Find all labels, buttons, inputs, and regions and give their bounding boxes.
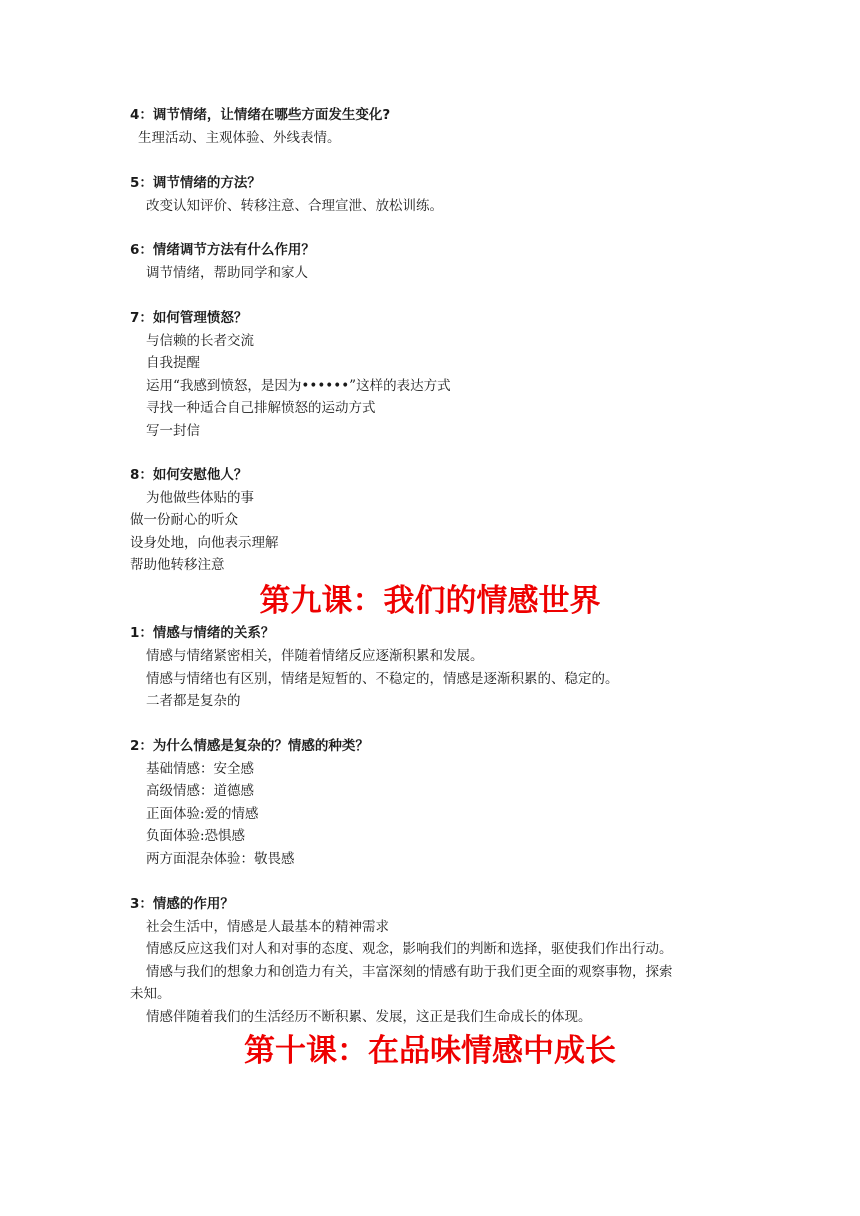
- answer-line: 正面体验:爱的情感: [146, 806, 259, 822]
- question-heading: 6：情绪调节方法有什么作用？: [130, 242, 315, 258]
- answer-line: 自我提醒: [146, 355, 200, 371]
- question-heading: 3：情感的作用？: [130, 896, 234, 912]
- answer-line: 做一份耐心的听众: [130, 512, 238, 528]
- question-heading: 8：如何安慰他人？: [130, 467, 248, 483]
- question-heading: 5：调节情绪的方法？: [130, 175, 261, 191]
- answer-line: 调节情绪，帮助同学和家人: [146, 265, 308, 281]
- answer-line: 两方面混杂体验：敬畏感: [146, 851, 295, 867]
- question-heading: 4：调节情绪，让情绪在哪些方面发生变化?: [130, 107, 391, 123]
- answer-line: 情感伴随着我们的生活经历不断积累、发展，这正是我们生命成长的体现。: [146, 1009, 592, 1025]
- answer-line: 未知。: [130, 986, 171, 1002]
- answer-line: 写一封信: [146, 423, 200, 439]
- answer-line: 情感与情绪也有区别，情绪是短暂的、不稳定的，情感是逐渐积累的、稳定的。: [146, 671, 619, 687]
- answer-line: 寻找一种适合自己排解愤怒的运动方式: [146, 400, 376, 416]
- answer-line: 运用“我感到愤怒，是因为••••••”这样的表达方式: [146, 378, 451, 394]
- answer-line: 负面体验:恐惧感: [146, 828, 246, 844]
- answer-line: 高级情感：道德感: [146, 783, 254, 799]
- answer-line: 设身处地，向他表示理解: [130, 535, 279, 551]
- answer-line: 情感与情绪紧密相关，伴随着情绪反应逐渐积累和发展。: [146, 648, 484, 664]
- answer-line: 帮助他转移注意: [130, 557, 225, 573]
- answer-line: 基础情感：安全感: [146, 761, 254, 777]
- question-heading: 2：为什么情感是复杂的？情感的种类？: [130, 738, 369, 754]
- answer-line: 社会生活中，情感是人最基本的精神需求: [146, 919, 389, 935]
- answer-line: 情感反应这我们对人和对事的态度、观念，影响我们的判断和选择，驱使我们作出行动。: [146, 941, 673, 957]
- question-heading: 7：如何管理愤怒？: [130, 310, 248, 326]
- answer-line: 改变认知评价、转移注意、合理宣泄、放松训练。: [146, 198, 443, 214]
- answer-line: 为他做些体贴的事: [146, 490, 254, 506]
- question-heading: 1：情感与情绪的关系？: [130, 625, 275, 641]
- lesson-title: 第十课：在品味情感中成长: [244, 1033, 616, 1069]
- lesson-title: 第九课：我们的情感世界: [259, 583, 601, 619]
- answer-line: 情感与我们的想象力和创造力有关，丰富深刻的情感有助于我们更全面的观察事物，探索: [146, 964, 673, 980]
- answer-line: 二者都是复杂的: [146, 693, 241, 709]
- answer-line: 与信赖的长者交流: [146, 333, 254, 349]
- answer-line: 生理活动、主观体验、外线表情。: [138, 130, 341, 146]
